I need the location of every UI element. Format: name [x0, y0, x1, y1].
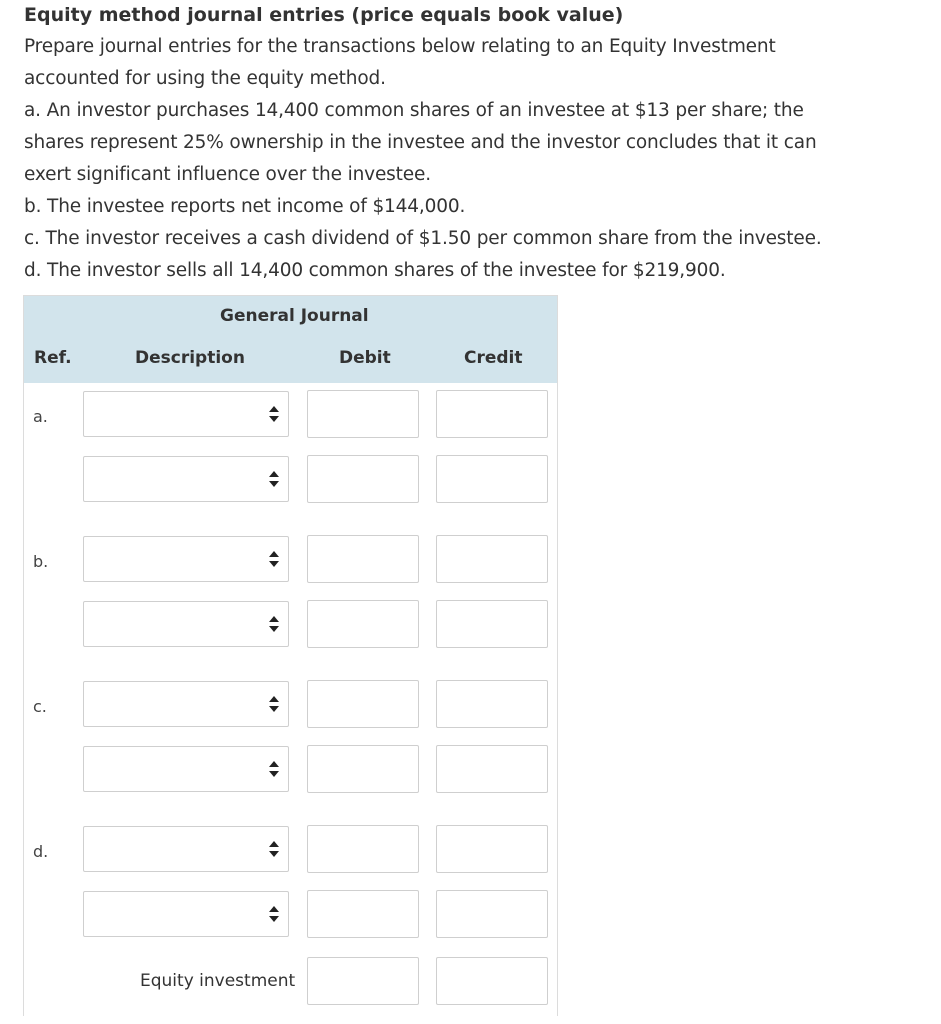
up-down-arrows-icon: [268, 839, 280, 859]
debit-input[interactable]: [307, 825, 419, 873]
description-select[interactable]: [83, 536, 289, 582]
ref-label-b: b.: [33, 552, 49, 571]
description-select[interactable]: [83, 826, 289, 872]
up-down-arrows-icon: [268, 549, 280, 569]
up-down-arrows-icon: [268, 614, 280, 634]
debit-input[interactable]: [307, 745, 419, 793]
description-select[interactable]: [83, 891, 289, 937]
debit-column-header: Debit: [339, 348, 391, 368]
description-column-header: Description: [135, 348, 245, 368]
description-select[interactable]: [83, 681, 289, 727]
credit-input[interactable]: [436, 680, 548, 728]
instruction-line: b. The investee reports net income of $144,000.: [24, 196, 466, 217]
credit-input[interactable]: [436, 600, 548, 648]
problem-title: Equity method journal entries (price equals book value): [24, 4, 624, 26]
up-down-arrows-icon: [268, 404, 280, 424]
ref-label-a: a.: [33, 407, 48, 426]
instruction-line: accounted for using the equity method.: [24, 68, 386, 89]
debit-input[interactable]: [307, 957, 419, 1005]
description-select[interactable]: [83, 391, 289, 437]
ref-label-d: d.: [33, 842, 49, 861]
instruction-line: d. The investor sells all 14,400 common shares of the investee for $219,900.: [24, 260, 726, 281]
up-down-arrows-icon: [268, 469, 280, 489]
credit-input[interactable]: [436, 825, 548, 873]
description-select[interactable]: [83, 456, 289, 502]
description-select[interactable]: [83, 746, 289, 792]
ref-label-c: c.: [33, 697, 47, 716]
instruction-line: c. The investor receives a cash dividend of $1.50 per common share from the investee.: [24, 228, 822, 249]
debit-input[interactable]: [307, 680, 419, 728]
up-down-arrows-icon: [268, 694, 280, 714]
equity-investment-label: Equity investment: [140, 971, 296, 991]
credit-input[interactable]: [436, 957, 548, 1005]
debit-input[interactable]: [307, 535, 419, 583]
debit-input[interactable]: [307, 390, 419, 438]
general-journal: [23, 295, 558, 1016]
debit-input[interactable]: [307, 455, 419, 503]
journal-title: General Journal: [220, 306, 369, 326]
credit-column-header: Credit: [464, 348, 523, 368]
credit-input[interactable]: [436, 745, 548, 793]
debit-input[interactable]: [307, 600, 419, 648]
description-select[interactable]: [83, 601, 289, 647]
up-down-arrows-icon: [268, 904, 280, 924]
instruction-line: shares represent 25% ownership in the investee and the investor concludes that it can: [24, 132, 817, 153]
instruction-line: exert significant influence over the investee.: [24, 164, 431, 185]
instruction-line: a. An investor purchases 14,400 common shares of an investee at $13 per share; the: [24, 100, 804, 121]
debit-input[interactable]: [307, 890, 419, 938]
credit-input[interactable]: [436, 535, 548, 583]
credit-input[interactable]: [436, 455, 548, 503]
journal-header: [24, 296, 557, 383]
credit-input[interactable]: [436, 390, 548, 438]
instruction-line: Prepare journal entries for the transactions below relating to an Equity Investment: [24, 36, 776, 57]
credit-input[interactable]: [436, 890, 548, 938]
ref-column-header: Ref.: [34, 348, 72, 368]
up-down-arrows-icon: [268, 759, 280, 779]
